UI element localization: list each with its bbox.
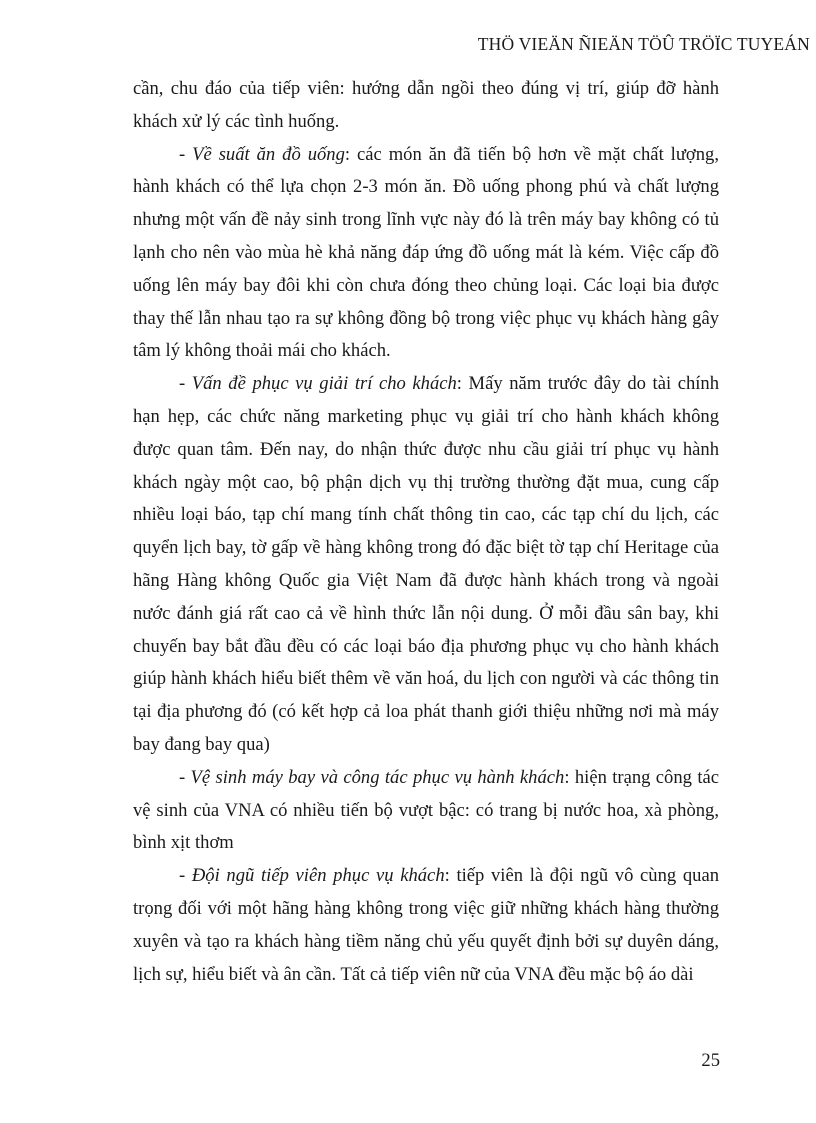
paragraph-lead: - Vệ sinh máy bay và công tác phục vụ hành khách [179, 766, 565, 788]
paragraph-flight-attendants [133, 860, 719, 991]
paragraph-lead: - Về suất ăn đồ uống [179, 143, 345, 165]
running-header: THÖ VIEÄN ÑIEÄN TÖÛ TRÖÏC TUYEÁN [477, 34, 810, 54]
paragraph-lead: - Đội ngũ tiếp viên phục vụ khách [179, 865, 445, 887]
paragraph-text: : tiếp viên là đội ngũ vô cùng quan trọng đối với một hãng hàng không trong việc giữ những khách hàng thường xuyên và tạo ra khách hàng tiềm năng chủ yếu quyết định bởi sự duyên dáng, lịch sự, hiểu biết và ân cần. Tất cả tiếp viên nữ của VNA đều mặc bộ áo dài [133, 865, 720, 985]
paragraph-food-drinks [133, 139, 719, 369]
paragraph-hygiene [133, 762, 719, 860]
paragraph-text: : hiện trạng công tác vệ sinh của VNA có nhiều tiến bộ vượt bậc: có trang bị nước hoa, xà phòng, bình xịt thơm [133, 766, 719, 854]
paragraph-text: cần, chu đáo của tiếp viên: hướng dẫn ngồi theo đúng vị trí, giúp đỡ hành khách xử lý các tình huống. [133, 78, 719, 132]
paragraph-text: : Mấy năm trước đây do tài chính hạn hẹp, các chức năng marketing phục vụ giải trí cho hành khách không được quan tâm. Đến nay, do nhận thức được nhu cầu giải trí phục vụ hành khách ngày một cao, bộ phận dịch vụ thị trường thường đặt mua, cung cấp nhiều loại báo, tạp chí mang tính chất thông tin cao, các tạp chí du lịch, các quyển lịch bay, tờ gấp về hàng không trong đó đặc biệt tờ tạp chí Heritage của hãng Hàng không Quốc gia Việt Nam đã được hành khách trong và ngoài nước đánh giá rất cao cả về hình thức lẫn nội dung. Ở mỗi đầu sân bay, khi chuyến bay bắt đầu đều có các loại báo địa phương phục vụ cho hành khách giúp hành khách hiểu biết thêm về văn hoá, du lịch con người và các thông tin tại địa phương đó (có kết hợp cả loa phát thanh giới thiệu những nơi mà máy bay đang bay qua) [133, 373, 719, 755]
paragraph-text: : các món ăn đã tiến bộ hơn về mặt chất lượng, hành khách có thể lựa chọn 2-3 món ăn. Đồ uống phong phú và chất lượng nhưng một vấn đề nảy sinh trong lĩnh vực này đó là trên máy bay không có tủ lạnh cho nên vào mùa hè khả năng đáp ứng đồ uống mát là kém. Việc cấp đồ uống lên máy bay đôi khi còn chưa đóng theo chủng loại. Các loại bia được thay thế lẫn nhau tạo ra sự không đồng bộ trong việc phục vụ khách hàng gây tâm lý không thoải mái cho khách. [133, 143, 719, 362]
paragraph-continuation [133, 73, 719, 139]
page-number: 25 [701, 1050, 720, 1071]
paragraph-lead: - Vấn đề phục vụ giải trí cho khách [179, 373, 457, 395]
document-body [133, 73, 719, 991]
paragraph-entertainment [133, 368, 719, 762]
